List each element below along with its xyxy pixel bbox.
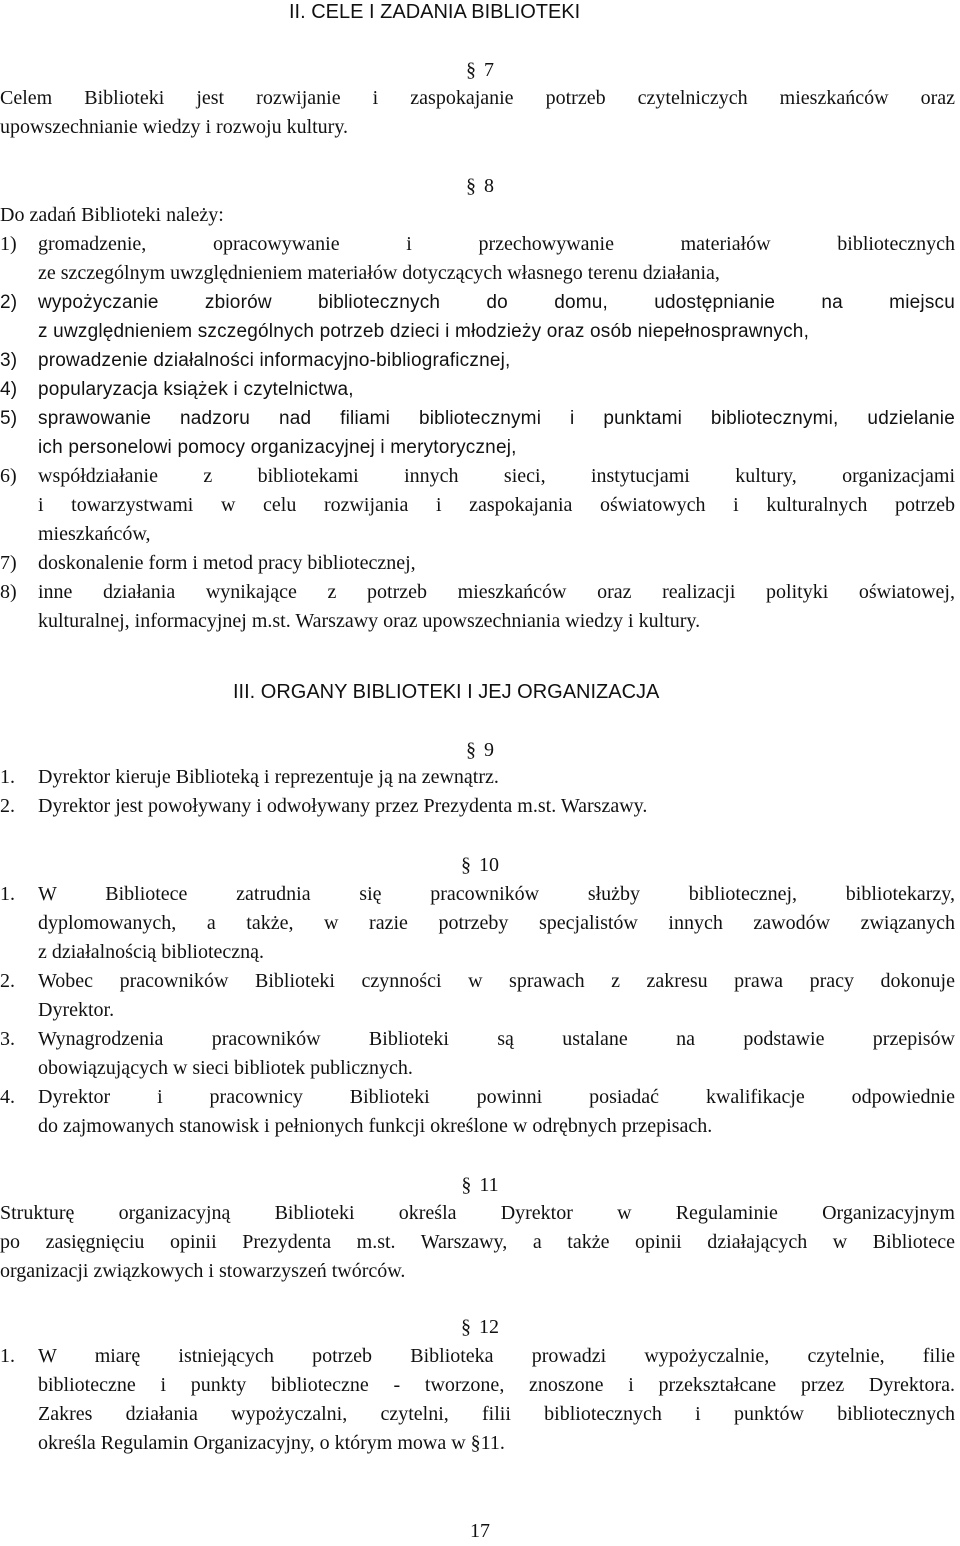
- section-number: 11: [479, 1174, 499, 1196]
- text-line: Dyrektor i pracownicy Biblioteki powinni posiadać kwalifikacje odpowiednie: [38, 1086, 955, 1108]
- item-number: 5): [0, 408, 18, 429]
- item-number: 2): [0, 292, 18, 313]
- section-sign: §: [466, 175, 476, 197]
- item-number: 4.: [0, 1086, 15, 1108]
- list-item: [0, 375, 955, 404]
- item-number: 3): [0, 350, 18, 371]
- item-number: 3.: [0, 1028, 15, 1050]
- text-line: z działalnością biblioteczną.: [38, 941, 265, 963]
- section-sign: §: [466, 59, 476, 81]
- section-sign: §: [461, 854, 471, 876]
- text-line: z uwzględnieniem szczególnych potrzeb dzieci i młodzieży oraz osób niepełnosprawnych,: [38, 321, 810, 342]
- list-intro: Do zadań Biblioteki należy:: [0, 204, 224, 226]
- text-line: Wobec pracowników Biblioteki czynności w sprawach z zakresu prawa pracy dokonuje: [38, 970, 955, 992]
- item-number: 4): [0, 379, 18, 400]
- paragraph: [0, 1199, 955, 1286]
- text-line: wypożyczanie zbiorów bibliotecznych do domu, udostępnianie na miejscu: [38, 292, 955, 313]
- text-line: po zasięgnięciu opinii Prezydenta m.st. Warszawy, a także opinii działających w Bibliotece: [0, 1231, 955, 1253]
- page-number: 17: [470, 1520, 490, 1542]
- text-line: Strukturę organizacyjną Biblioteki określa Dyrektor w Regulaminie Organizacyjnym: [0, 1202, 955, 1224]
- section-sign: §: [461, 1316, 471, 1338]
- text-line: mieszkańców,: [38, 523, 151, 545]
- text-line: kulturalnej, informacyjnej m.st. Warszawy oraz upowszechniania wiedzy i kultury.: [38, 610, 701, 632]
- item-number: 1.: [0, 1345, 15, 1367]
- text-line: obowiązujących w sieci bibliotek publicznych.: [38, 1057, 413, 1079]
- text-line: W Bibliotece zatrudnia się pracowników służby bibliotecznej, bibliotekarzy,: [38, 883, 955, 905]
- list-item: [0, 1025, 955, 1083]
- item-number: 1.: [0, 766, 15, 788]
- text-line: Dyrektor jest powoływany i odwoływany przez Prezydenta m.st. Warszawy.: [38, 795, 648, 817]
- section-sign: §: [461, 1174, 472, 1196]
- text-line: doskonalenie form i metod pracy bibliotecznej,: [38, 552, 416, 574]
- text-line: Dyrektor.: [38, 999, 115, 1021]
- paragraph: [0, 84, 955, 142]
- item-number: 2.: [0, 970, 15, 992]
- list-item: [0, 880, 955, 967]
- text-line: biblioteczne i punkty biblioteczne - tworzone, znoszone i przekształcane przez Dyrektora.: [38, 1374, 955, 1396]
- section-number: 8: [484, 175, 494, 197]
- text-line: ich personelowi pomocy organizacyjnej i merytorycznej,: [38, 437, 517, 458]
- text-line: Zakres działania wypożyczalni, czytelni, filii bibliotecznych i punktów bibliotecznych: [38, 1403, 955, 1425]
- enumerated-list: [0, 201, 955, 636]
- text-line: dyplomowanych, a także, w razie potrzeby specjalistów innych zawodów związanych: [38, 912, 955, 934]
- section-heading: [0, 1313, 960, 1342]
- section-heading: [0, 851, 960, 880]
- text-line: Celem Biblioteki jest rozwijanie i zaspokajanie potrzeb czytelniczych mieszkańców oraz: [0, 87, 955, 109]
- list-item: [0, 578, 955, 636]
- item-number: 2.: [0, 795, 15, 817]
- list-item: [0, 462, 955, 549]
- item-number: 6): [0, 465, 17, 487]
- list-item: [0, 792, 955, 821]
- text-line: współdziałanie z bibliotekami innych sieci, instytucjami kultury, organizacjami: [38, 465, 955, 487]
- section-number: 12: [479, 1316, 499, 1338]
- text-line: sprawowanie nadzoru nad filiami bibliotecznymi i punktami bibliotecznymi, udzielanie: [38, 408, 955, 429]
- section-sign: §: [466, 739, 476, 761]
- text-line: ze szczególnym uwzględnieniem materiałów dotyczących własnego terenu działania,: [38, 262, 720, 284]
- enumerated-list: [0, 880, 955, 1141]
- text-line: organizacji związkowych i stowarzyszeń twórców.: [0, 1260, 406, 1282]
- enumerated-list: [0, 1342, 955, 1458]
- list-item: [0, 288, 955, 346]
- list-item: [0, 230, 955, 288]
- item-number: 8): [0, 581, 17, 603]
- text-line: inne działania wynikające z potrzeb mieszkańców oraz realizacji polityki oświatowej,: [38, 581, 955, 603]
- section-number: 9: [484, 739, 494, 761]
- text-line: W miarę istniejących potrzeb Biblioteka prowadzi wypożyczalnie, czytelnie, filie: [38, 1345, 955, 1367]
- list-item: [0, 967, 955, 1025]
- text-line: prowadzenie działalności informacyjno-bibliograficznej,: [38, 350, 511, 371]
- chapter-heading: II. CELE I ZADANIA BIBLIOTEKI: [289, 1, 581, 23]
- section-number: 10: [479, 854, 499, 876]
- enumerated-list: [0, 763, 955, 821]
- section-heading: [0, 736, 960, 765]
- chapter-heading: III. ORGANY BIBLIOTEKI I JEJ ORGANIZACJA: [233, 681, 660, 703]
- text-line: określa Regulamin Organizacyjny, o którym mowa w §11.: [38, 1432, 505, 1454]
- item-number: 1.: [0, 883, 15, 905]
- section-heading: [0, 1171, 960, 1200]
- list-item: [0, 1083, 955, 1141]
- section-heading: [0, 172, 960, 201]
- text-line: upowszechnianie wiedzy i rozwoju kultury.: [0, 116, 349, 138]
- list-item: [0, 763, 955, 792]
- item-number: 7): [0, 552, 17, 574]
- text-line: gromadzenie, opracowywanie i przechowywanie materiałów bibliotecznych: [38, 233, 955, 255]
- list-item: [0, 404, 955, 462]
- text-line: Wynagrodzenia pracowników Biblioteki są ustalane na podstawie przepisów: [38, 1028, 955, 1050]
- text-line: popularyzacja książek i czytelnictwa,: [38, 379, 354, 400]
- item-number: 1): [0, 233, 17, 255]
- text-line: i towarzystwami w celu rozwijania i zaspokajania oświatowych i kulturalnych potrzeb: [38, 494, 955, 516]
- list-item: [0, 346, 955, 375]
- section-number: 7: [484, 59, 494, 81]
- text-line: do zajmowanych stanowisk i pełnionych funkcji określone w odrębnych przepisach.: [38, 1115, 713, 1137]
- section-heading: [0, 56, 960, 85]
- list-item: [0, 1342, 955, 1458]
- text-line: Dyrektor kieruje Biblioteką i reprezentuje ją na zewnątrz.: [38, 766, 499, 788]
- list-item: [0, 549, 955, 578]
